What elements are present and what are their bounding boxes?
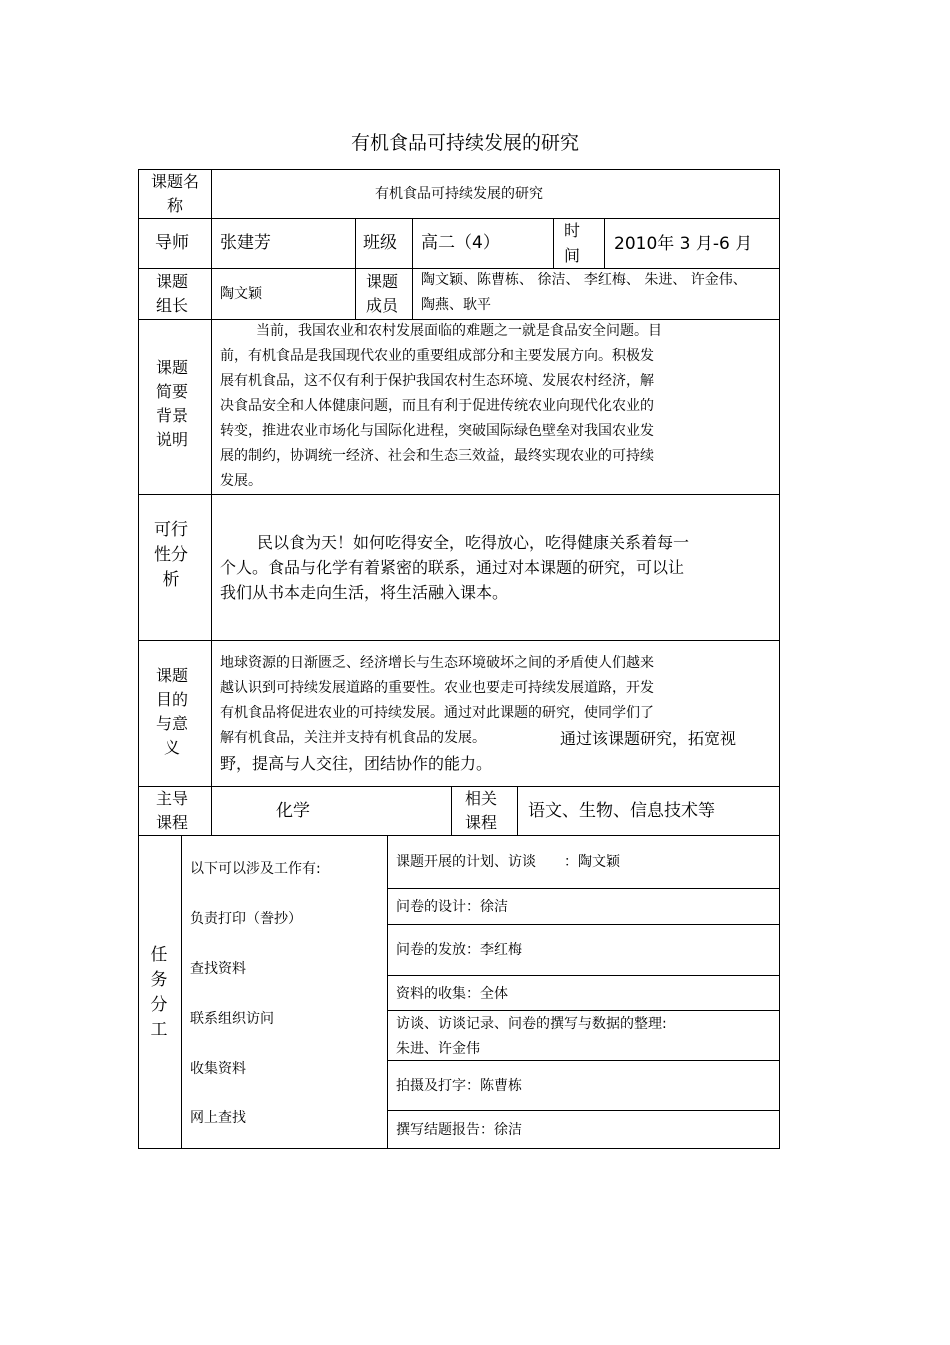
feasibility-line-2: 个人。食品与化学有着紧密的联系，通过对本课题的研究，可以让 [220, 558, 685, 577]
document-title: 有机食品可持续发展的研究 [350, 132, 579, 154]
purpose-line-4-tail: 通过该课题研究，拓宽视 [560, 729, 737, 748]
feasibility-line-1: 民以食为天！如何吃得安全，吃得放心，吃得健康关系着每一 [257, 533, 690, 552]
task-left-4: 联系组织访问 [190, 1011, 274, 1027]
mentor-value: 张建芳 [220, 233, 271, 253]
class-label: 班级 [363, 233, 397, 253]
related-course-label: 相关课程 [464, 789, 497, 832]
tasks-label: 任务分工 [150, 945, 168, 1040]
leader-label: 课题组长 [155, 272, 188, 315]
main-course-label: 主导课程 [155, 789, 188, 832]
members-line-2: 陶燕、耿平 [421, 297, 491, 313]
task-right-5: 访谈、访谈记录、问卷的撰写与数据的整理: [396, 1016, 667, 1032]
task-right-6: 朱进、许金伟 [396, 1041, 480, 1057]
mentor-label: 导师 [155, 233, 189, 253]
time-value: 2010年 3 月-6 月 [614, 234, 753, 254]
background-line-5: 转变，推进农业市场化与国际化进程，突破国际绿色壁垒对我国农业发 [220, 423, 654, 439]
feasibility-line-3: 我们从书本走向生活，将生活融入课本。 [220, 583, 509, 602]
background-line-4: 决食品安全和人体健康问题，而且有利于促进传统农业向现代化农业的 [220, 398, 654, 414]
task-left-6: 网上查找 [190, 1110, 246, 1126]
task-left-1: 以下可以涉及工作有: [190, 861, 321, 877]
class-value: 高二（4） [421, 233, 500, 253]
topic-name-label: 课题名称 [150, 172, 199, 215]
task-right-3: 问卷的发放：李红梅 [396, 942, 522, 958]
related-course-value: 语文、生物、信息技术等 [528, 801, 715, 821]
task-left-3: 查找资料 [190, 961, 246, 977]
members-line-1: 陶文颖、陈曹栋、 徐洁、 李红梅、 朱进、 许金伟、 [421, 272, 747, 288]
task-left-5: 收集资料 [190, 1061, 246, 1077]
leader-value: 陶文颖 [220, 286, 262, 302]
main-course-value: 化学 [276, 801, 310, 821]
background-line-1: 当前，我国农业和农村发展面临的难题之一就是食品安全问题。目 [256, 323, 662, 339]
feasibility-label: 可行性分析 [154, 520, 188, 590]
task-right-2: 问卷的设计：徐洁 [396, 899, 508, 915]
background-line-3: 展有机食品，这不仅有利于保护我国农村生态环境、发展农村经济，解 [220, 373, 654, 389]
members-label: 课题成员 [365, 272, 398, 315]
background-line-7: 发展。 [220, 473, 262, 489]
background-line-6: 展的制约，协调统一经济、社会和生态三效益，最终实现农业的可持续 [220, 448, 654, 464]
purpose-label: 课题目的与意义 [155, 666, 188, 757]
topic-name-value: 有机食品可持续发展的研究 [375, 186, 543, 202]
purpose-line-1: 地球资源的日渐匮乏、经济增长与生态环境破坏之间的矛盾使人们越来 [220, 655, 654, 671]
task-right-8: 撰写结题报告：徐洁 [396, 1122, 522, 1138]
purpose-line-3: 有机食品将促进农业的可持续发展。通过对此课题的研究，使同学们了 [220, 705, 654, 721]
purpose-line-5: 野，提高与人交往，团结协作的能力。 [220, 754, 493, 773]
purpose-line-4: 解有机食品，关注并支持有机食品的发展。 [220, 730, 486, 746]
time-label: 时间 [563, 221, 580, 265]
purpose-line-2: 越认识到可持续发展道路的重要性。农业也要走可持续发展道路，开发 [220, 680, 654, 696]
task-right-4: 资料的收集：全体 [396, 986, 508, 1002]
background-label: 课题简要背景说明 [155, 358, 188, 449]
background-line-2: 前，有机食品是我国现代农业的重要组成部分和主要发展方向。积极发 [220, 348, 654, 364]
task-right-1: 课题开展的计划、访谈 ：陶文颖 [396, 854, 620, 870]
task-left-2: 负责打印（誊抄） [190, 911, 302, 927]
task-right-7: 拍摄及打字：陈曹栋 [396, 1078, 522, 1094]
